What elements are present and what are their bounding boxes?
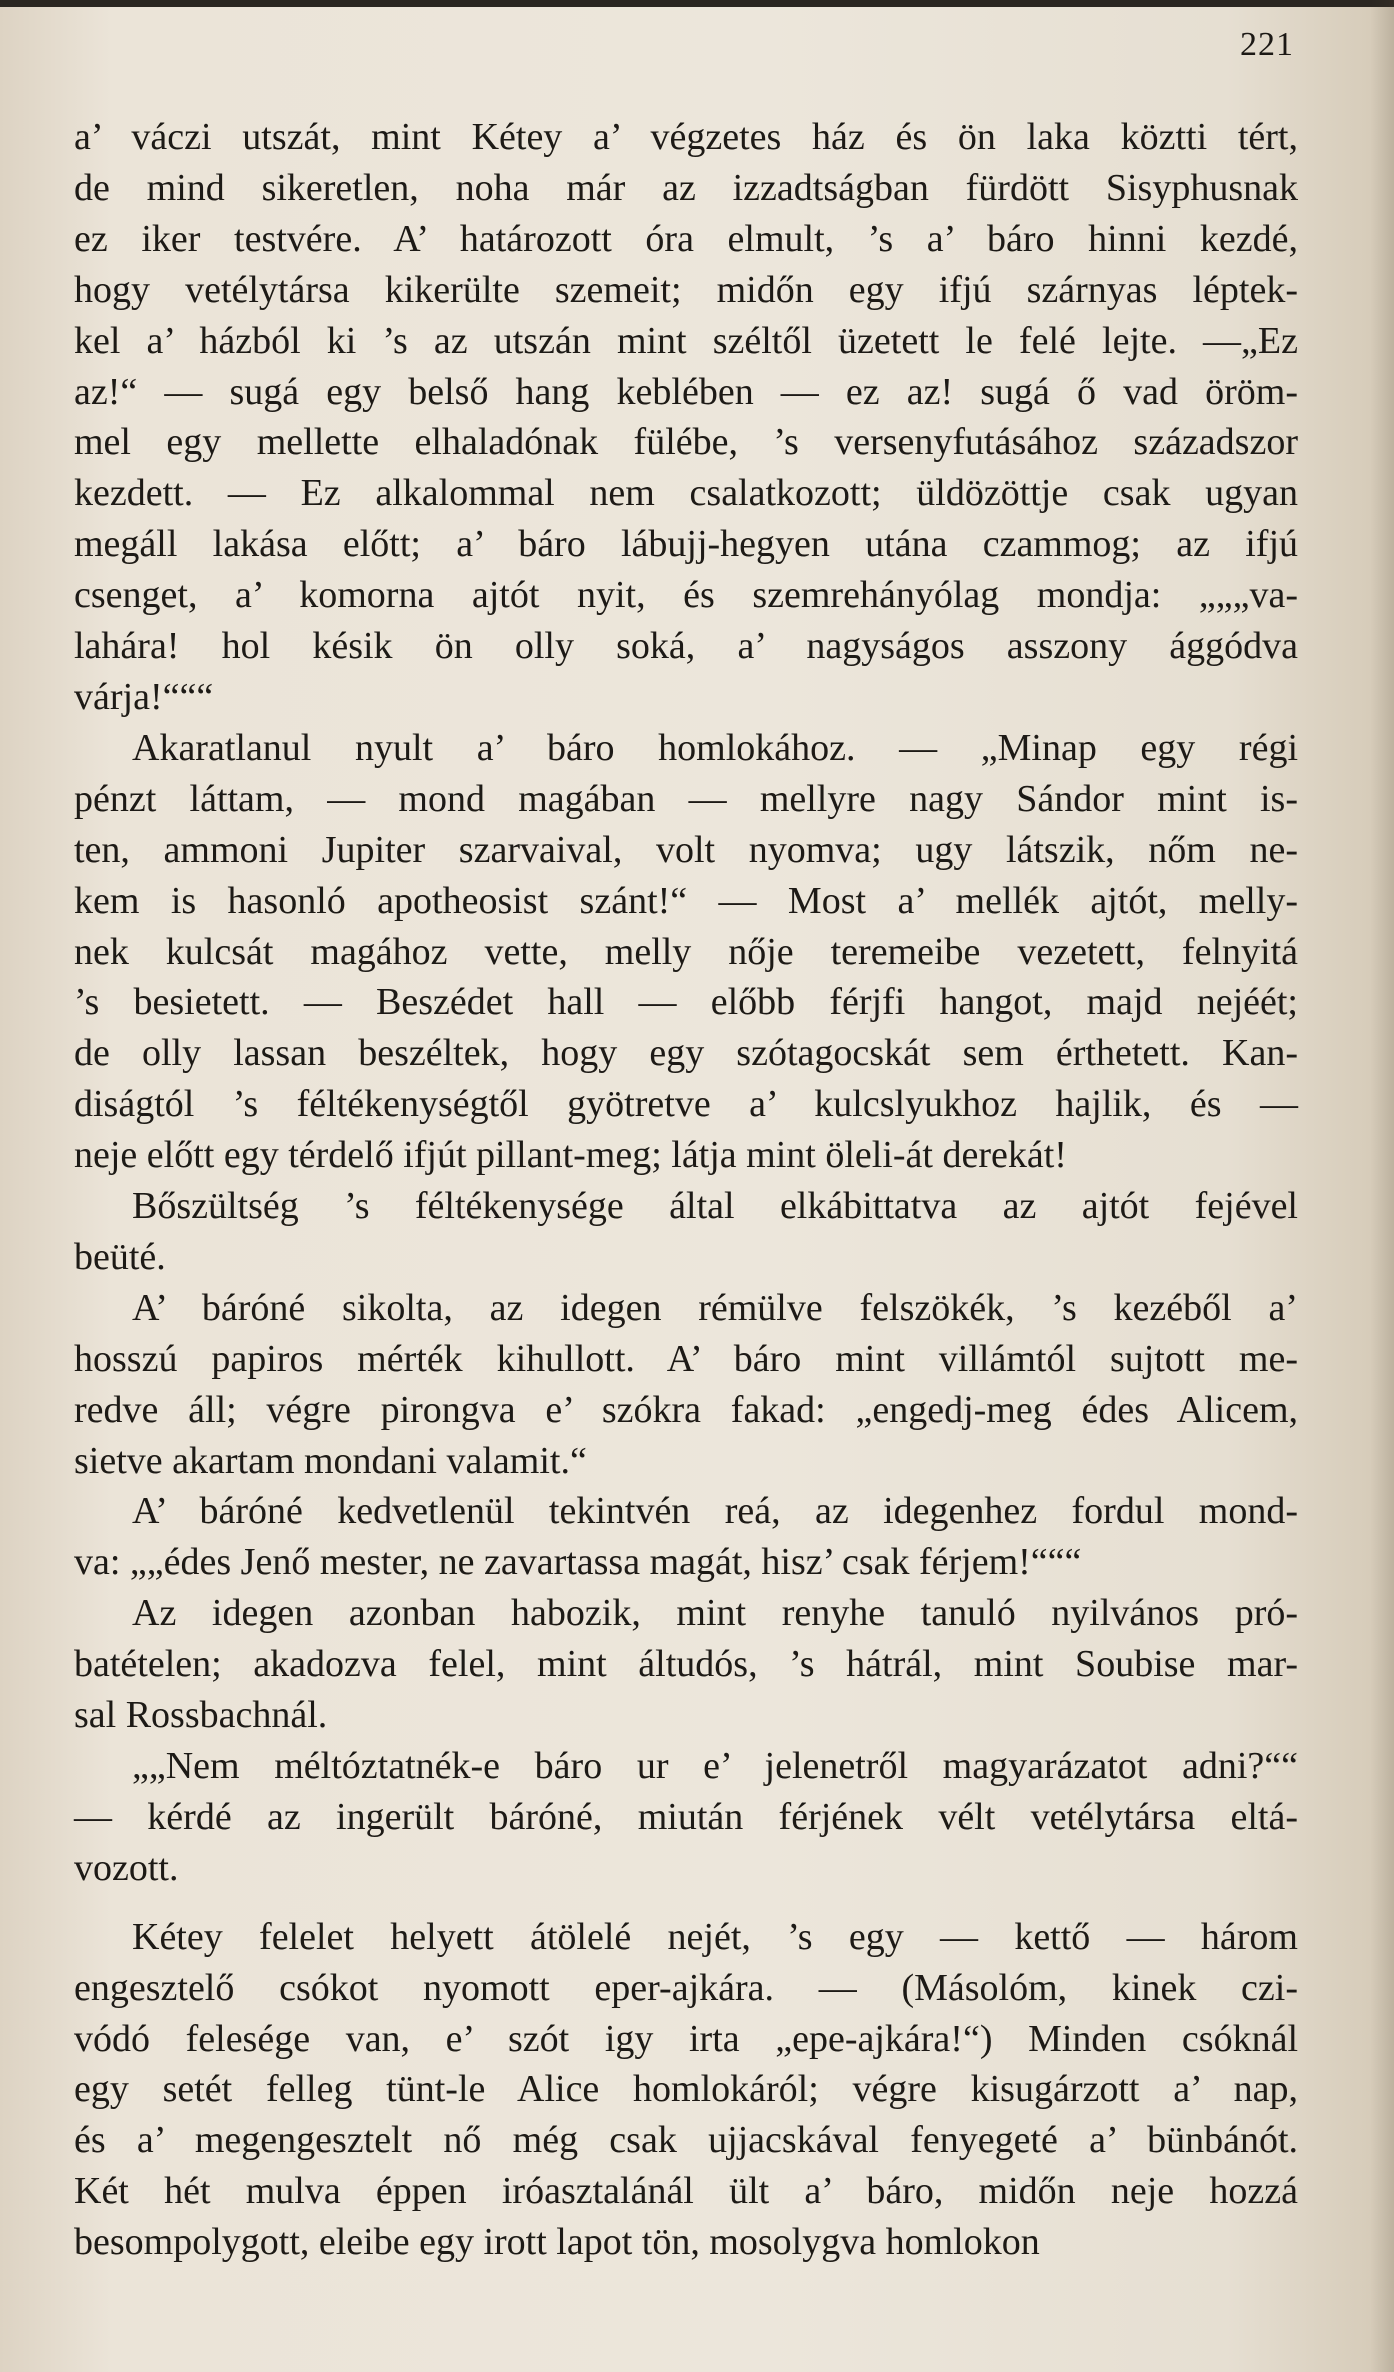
text-line: kezdett. — Ez alkalommal nem csalatkozott; üldözöttje csak ugyan: [74, 472, 1298, 515]
text-line: a’ váczi utszát, mint Kétey a’ végzetes ház és ön laka köztti tért,: [74, 116, 1298, 158]
text-line: hosszú papiros mérték kihullott. A’ báro mint villámtól sujtott me-: [74, 1337, 1298, 1380]
text-line: lahára! hol késik ön olly soká, a’ nagyságos asszony ággódva: [74, 625, 1298, 668]
paragraph: [74, 723, 1298, 1181]
top-page-edge: [0, 0, 1394, 7]
text-line: vozott.: [74, 1846, 179, 1889]
page-edge-shadow: [1370, 0, 1394, 2372]
text-line: batételen; akadozva felel, mint áltudós, ’s hátrál, mint Soubise mar-: [74, 1643, 1298, 1686]
text-line: besompolygott, eleibe egy irott lapot tön, mosolygva homlokon: [74, 2221, 1040, 2264]
text-line: egy setét felleg tünt-le Alice homlokáról; végre kisugárzott a’ nap,: [74, 2068, 1298, 2111]
text-line: Az idegen azonban habozik, mint renyhe tanuló nyilvános pró-: [132, 1592, 1298, 1635]
text-line: kem is hasonló apotheosist szánt!“ — Most a’ mellék ajtót, melly-: [74, 879, 1298, 922]
paragraph: [74, 1912, 1298, 2268]
text-line: de mind sikeretlen, noha már az izzadtságban fürdött Sisyphusnak: [74, 166, 1298, 209]
text-line: A’ báróné sikolta, az idegen rémülve felszökék, ’s kezéből a’: [132, 1286, 1298, 1329]
text-line: de olly lassan beszéltek, hogy egy szótagocskát sem érthetett. Kan-: [74, 1032, 1298, 1075]
text-line: ’s besietett. — Beszédet hall — előbb férjfi hangot, majd nejéét;: [74, 981, 1298, 1024]
text-line: ten, ammoni Jupiter szarvaival, volt nyomva; ugy látszik, nőm ne-: [74, 828, 1298, 871]
text-line: beüté.: [74, 1235, 166, 1278]
text-line: vódó felesége van, e’ szót igy irta „epe-ajkára!“) Minden csóknál: [74, 2017, 1298, 2060]
text-line: Kétey felelet helyett átölelé nejét, ’s egy — kettő — három: [132, 1915, 1298, 1958]
text-line: engesztelő csókot nyomott eper-ajkára. — (Másolóm, kinek czi-: [74, 1966, 1298, 2009]
text-line: Két hét mulva éppen iróasztalánál ült a’ báro, midőn neje hozzá: [74, 2170, 1298, 2213]
body-text: [74, 112, 1298, 2268]
text-line: megáll lakása előtt; a’ báro lábujj-hegyen utána czammog; az ifjú: [74, 523, 1298, 566]
text-line: nek kulcsát magához vette, melly nője teremeibe vezetett, felnyitá: [74, 930, 1298, 973]
text-line: — kérdé az ingerült báróné, miután férjének vélt vetélytársa eltá-: [74, 1795, 1298, 1838]
paragraph: [74, 112, 1298, 723]
text-line: „„Nem méltóztatnék-e báro ur e’ jelenetről magyarázatot adni?““: [132, 1745, 1298, 1787]
text-line: sietve akartam mondani valamit.“: [74, 1439, 587, 1482]
text-line: va: „„édes Jenő mester, ne zavartassa magát, hisz’ csak férjem!“““: [74, 1541, 1082, 1584]
text-line: kel a’ házból ki ’s az utszán mint széltől üzetett le felé lejte. —„Ez: [74, 319, 1298, 362]
text-line: diságtól ’s féltékenységtől gyötretve a’ kulcslyukhoz hajlik, és —: [74, 1083, 1298, 1126]
text-line: ez iker testvére. A’ határozott óra elmult, ’s a’ báro hinni kezdé,: [74, 217, 1298, 260]
text-line: A’ báróné kedvetlenül tekintvén reá, az idegenhez fordul mond-: [132, 1490, 1298, 1533]
text-line: redve áll; végre pirongva e’ szókra fakad: „engedj-meg édes Alicem,: [74, 1388, 1298, 1431]
text-line: Bőszültség ’s féltékenysége által elkábittatva az ajtót fejével: [132, 1185, 1298, 1228]
text-line: várja!“““: [74, 675, 214, 718]
text-line: neje előtt egy térdelő ifjút pillant-meg; látja mint öleli-át derekát!: [74, 1134, 1067, 1177]
paragraph: [74, 1741, 1298, 1894]
page-number: 221: [1240, 26, 1294, 63]
paragraph: [74, 1283, 1298, 1487]
text-line: csenget, a’ komorna ajtót nyit, és szemrehányólag mondja: „„„va-: [74, 574, 1298, 617]
paragraph: [74, 1486, 1298, 1588]
text-line: hogy vetélytársa kikerülte szemeit; midőn egy ifjú szárnyas léptek-: [74, 268, 1298, 311]
text-line: pénzt láttam, — mond magában — mellyre nagy Sándor mint is-: [74, 777, 1298, 820]
text-line: mel egy mellette elhaladónak fülébe, ’s versenyfutásához századszor: [74, 421, 1298, 464]
text-line: az!“ — sugá egy belső hang keblében — ez az! sugá ő vad öröm-: [74, 370, 1298, 413]
paragraph: [74, 1588, 1298, 1741]
paragraph: [74, 1181, 1298, 1283]
text-line: és a’ megengesztelt nő még csak ujjacskával fenyegeté a’ bünbánót.: [74, 2119, 1298, 2162]
text-line: Akaratlanul nyult a’ báro homlokához. — „Minap egy régi: [132, 726, 1298, 769]
text-line: sal Rossbachnál.: [74, 1694, 328, 1737]
